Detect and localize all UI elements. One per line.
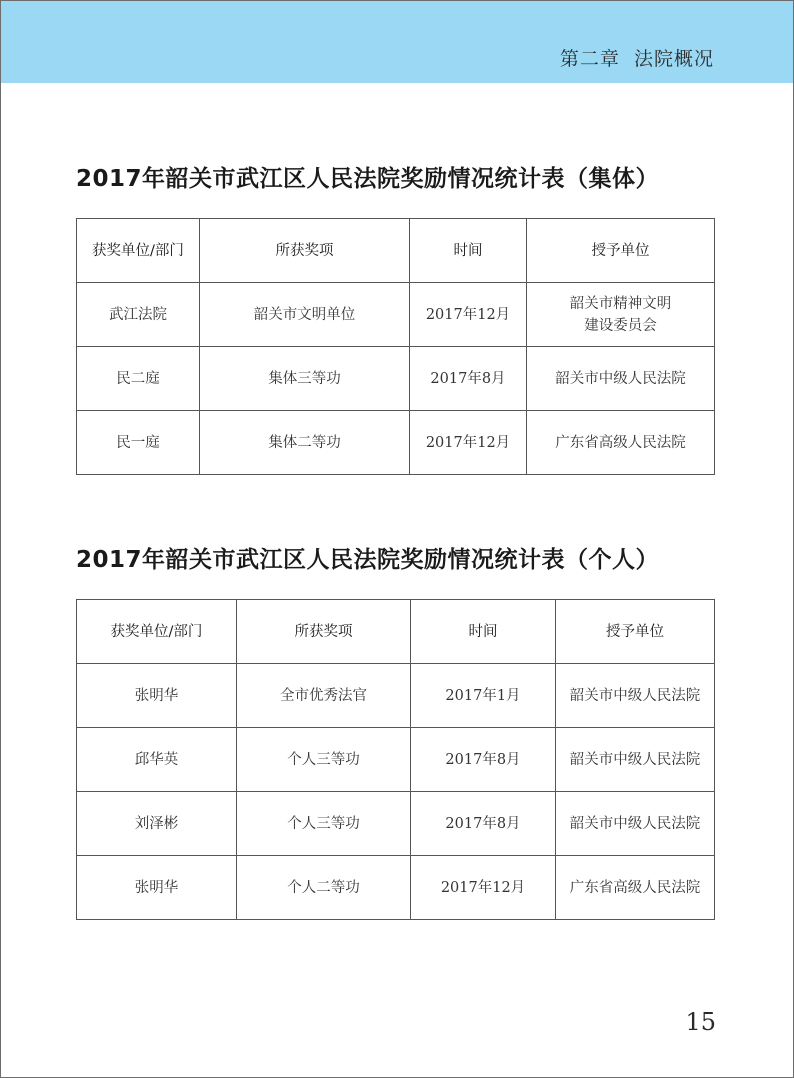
table-row xyxy=(77,728,715,792)
table-cell: 个人二等功 xyxy=(237,856,411,920)
individual-table-title: 2017年韶关市武江区人民法院奖励情况统计表（个人） xyxy=(76,547,660,573)
chapter-number: 第二章 xyxy=(559,48,620,70)
table-cell: 韶关市中级人民法院 xyxy=(556,664,715,728)
column-header: 时间 xyxy=(410,219,527,283)
column-header: 授予单位 xyxy=(556,600,715,664)
table-cell: 张明华 xyxy=(77,664,237,728)
table-cell: 集体二等功 xyxy=(200,411,410,475)
chapter-header xyxy=(560,44,714,71)
table-header-row xyxy=(77,600,715,664)
table-cell: 个人三等功 xyxy=(237,792,411,856)
table-row xyxy=(77,283,715,347)
table-cell: 韶关市中级人民法院 xyxy=(527,347,715,411)
table-row xyxy=(77,856,715,920)
table-cell: 个人三等功 xyxy=(237,728,411,792)
table-cell: 全市优秀法官 xyxy=(237,664,411,728)
table-cell: 2017年8月 xyxy=(411,792,556,856)
column-header: 时间 xyxy=(411,600,556,664)
column-header: 所获奖项 xyxy=(200,219,410,283)
collective-awards-table xyxy=(76,218,715,475)
collective-table-title: 2017年韶关市武江区人民法院奖励情况统计表（集体） xyxy=(76,166,660,192)
column-header: 获奖单位/部门 xyxy=(77,600,237,664)
table-cell: 张明华 xyxy=(77,856,237,920)
column-header: 授予单位 xyxy=(527,219,715,283)
table-cell: 邱华英 xyxy=(77,728,237,792)
column-header: 所获奖项 xyxy=(237,600,411,664)
table-row xyxy=(77,664,715,728)
table-cell: 韶关市中级人民法院 xyxy=(556,792,715,856)
table-cell: 民二庭 xyxy=(77,347,200,411)
table-cell: 2017年8月 xyxy=(410,347,527,411)
table-header-row xyxy=(77,219,715,283)
table-cell: 武江法院 xyxy=(77,283,200,347)
table-cell: 韶关市文明单位 xyxy=(200,283,410,347)
table-cell: 广东省高级人民法院 xyxy=(556,856,715,920)
table-cell: 2017年12月 xyxy=(411,856,556,920)
table-cell: 广东省高级人民法院 xyxy=(527,411,715,475)
table-cell: 韶关市精神文明 建设委员会 xyxy=(527,283,715,347)
table-cell: 2017年12月 xyxy=(410,411,527,475)
table-cell: 2017年1月 xyxy=(411,664,556,728)
chapter-title: 法院概况 xyxy=(633,48,714,70)
table-cell: 集体三等功 xyxy=(200,347,410,411)
table-cell: 2017年12月 xyxy=(410,283,527,347)
table-row xyxy=(77,411,715,475)
table-cell: 民一庭 xyxy=(77,411,200,475)
table-row xyxy=(77,792,715,856)
page-number: 15 xyxy=(685,1008,716,1036)
table-row xyxy=(77,347,715,411)
individual-awards-table xyxy=(76,599,715,920)
column-header: 获奖单位/部门 xyxy=(77,219,200,283)
table-cell: 韶关市中级人民法院 xyxy=(556,728,715,792)
table-cell: 刘泽彬 xyxy=(77,792,237,856)
table-cell: 2017年8月 xyxy=(411,728,556,792)
